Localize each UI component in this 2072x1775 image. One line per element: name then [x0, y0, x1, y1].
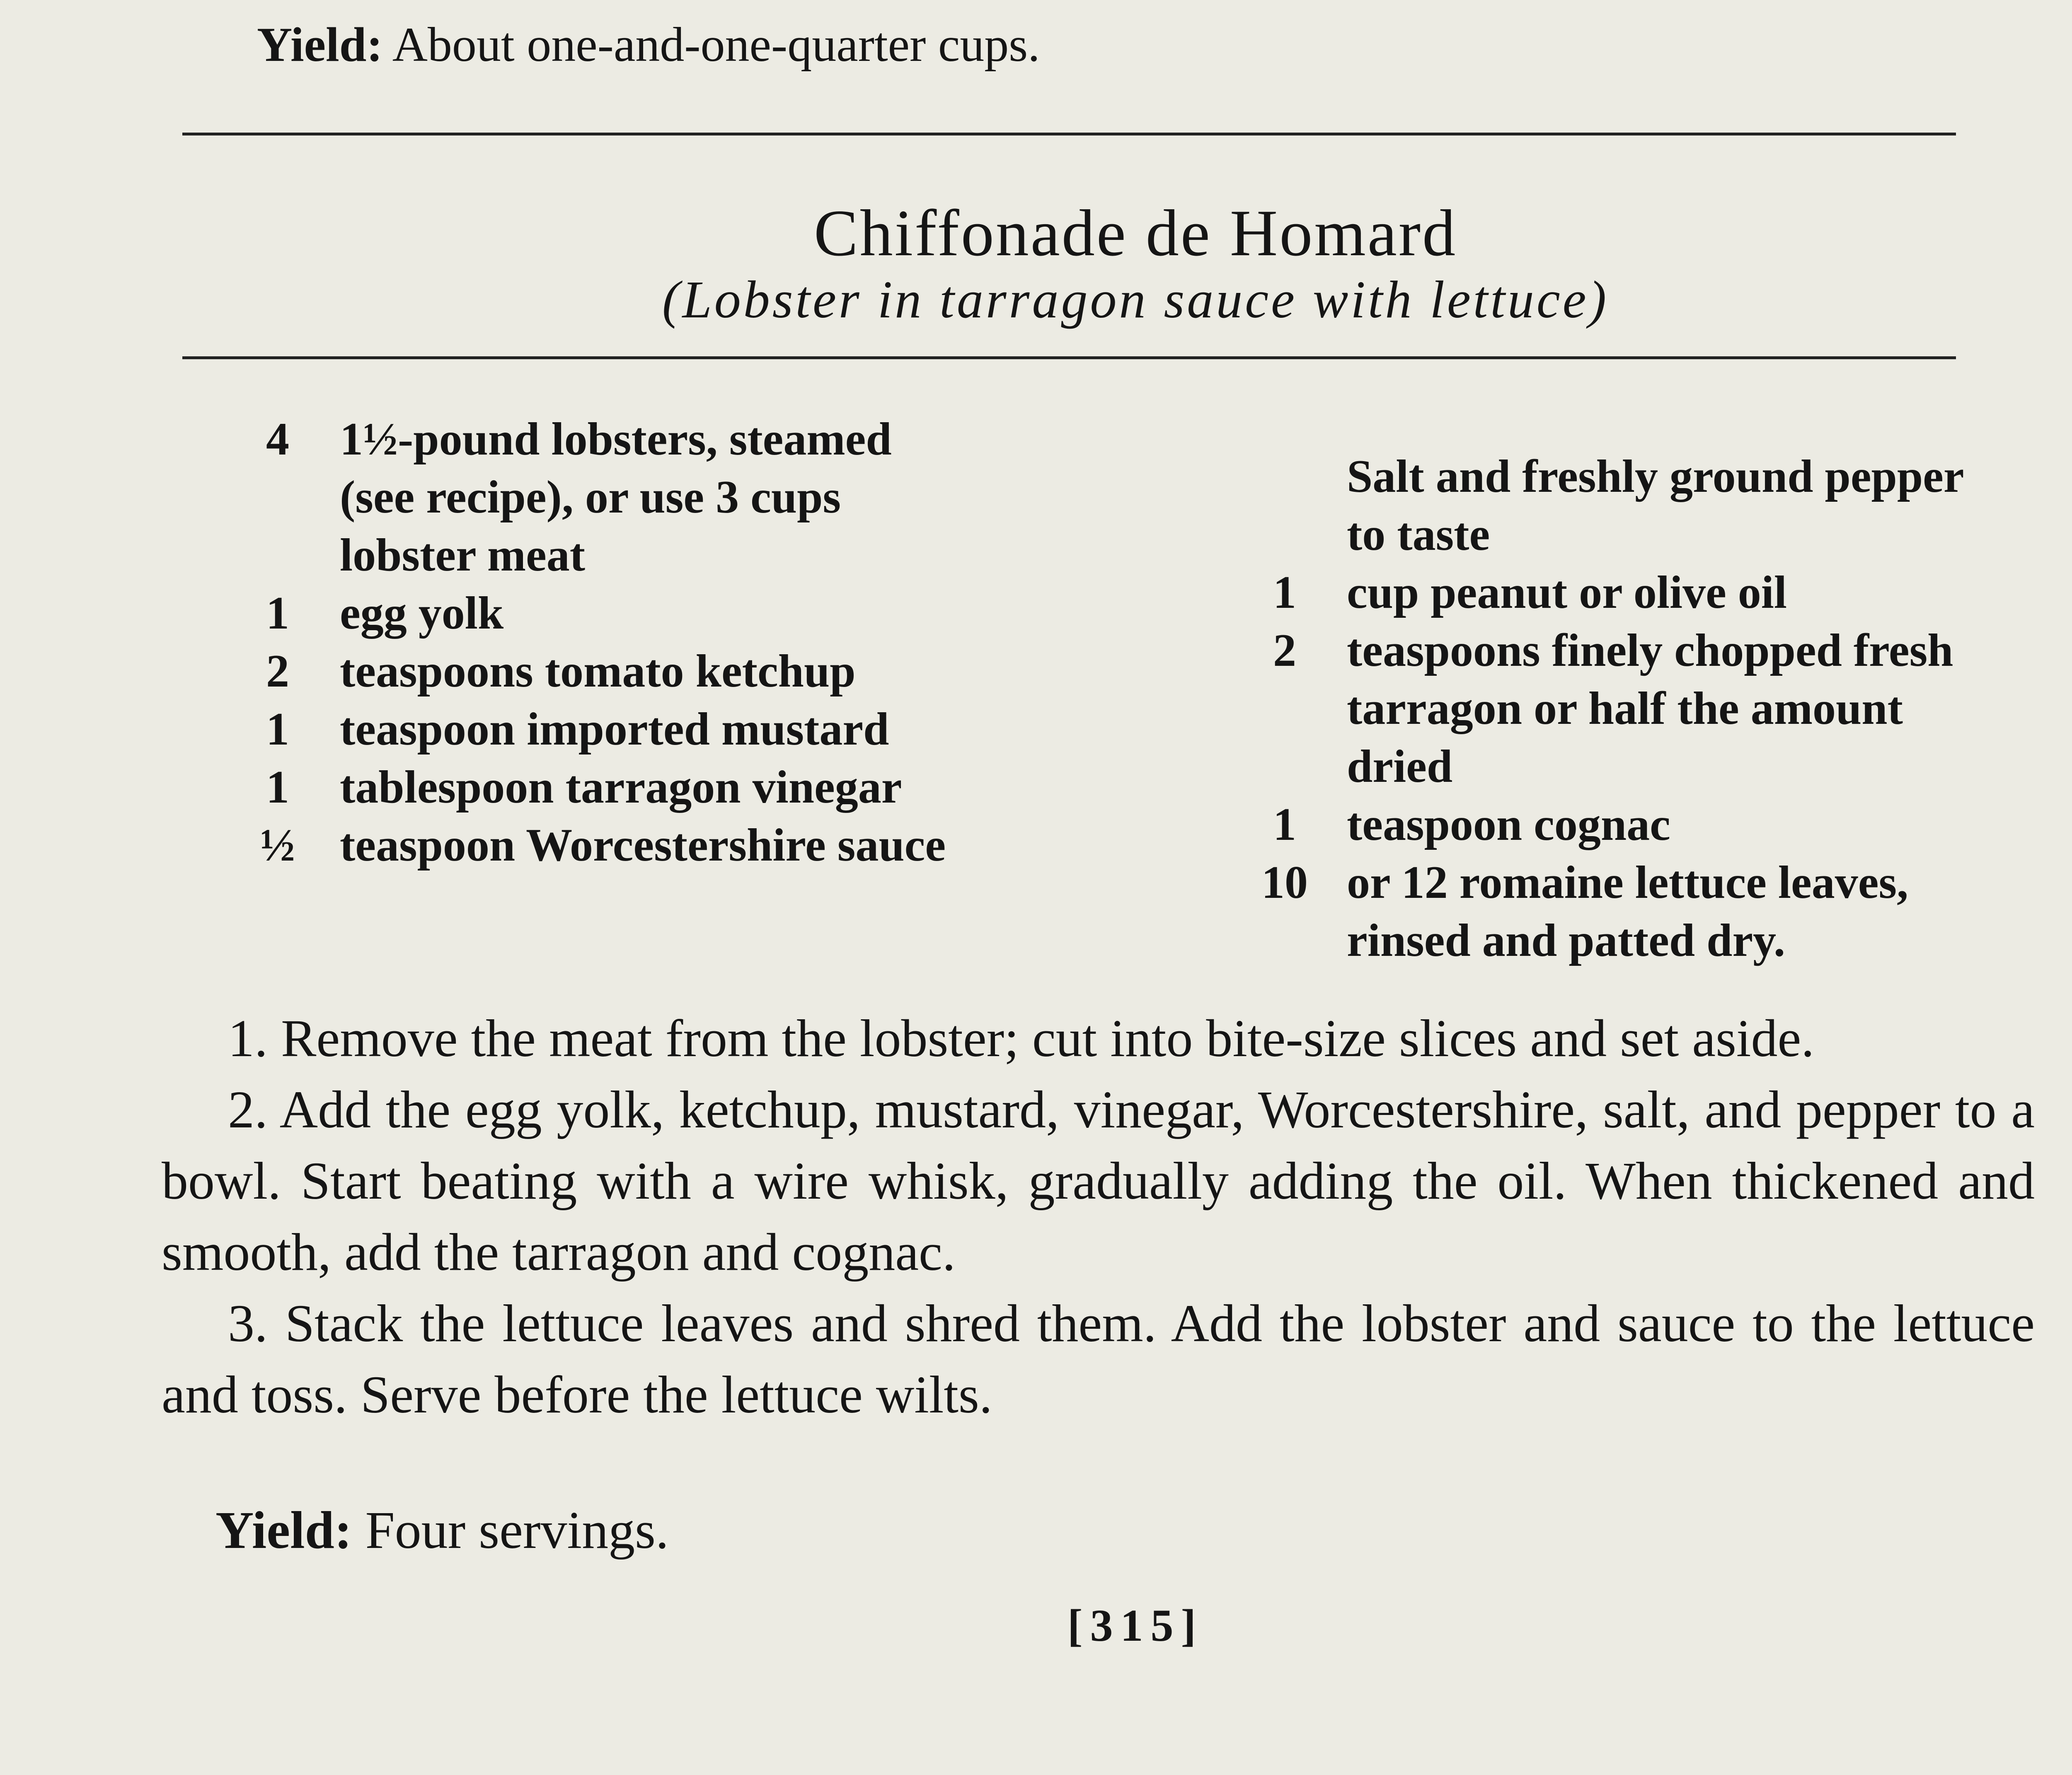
ingredient-qty: 1 — [266, 588, 289, 639]
yield-bottom-label: Yield: — [215, 1501, 352, 1560]
page-number: [315] — [1067, 1600, 1204, 1651]
recipe-title: Chiffonade de Homard — [813, 196, 1457, 270]
ingredient-text: teaspoon Worcestershire sauce — [340, 820, 946, 871]
ingredient-row — [215, 758, 1169, 816]
yield-bottom-text: Four servings. — [365, 1501, 669, 1560]
ingredient-qty: 10 — [1261, 857, 1308, 908]
ingredient-text: Salt and freshly ground pepper to taste — [1347, 451, 1964, 560]
ingredient-row — [215, 642, 1169, 700]
ingredient-row — [1222, 447, 2072, 563]
ingredient-text: teaspoons tomato ketchup — [340, 646, 856, 697]
ingredient-qty: 1 — [266, 762, 289, 813]
ingredient-row — [215, 816, 1169, 874]
ingredient-text: tablespoon tarragon vinegar — [340, 762, 902, 813]
step-1: 1. Remove the meat from the lobster; cut into bite-size slices and set aside. — [228, 1009, 1815, 1068]
ingredient-qty: 1 — [1273, 567, 1296, 618]
title-rule-bottom — [182, 356, 1956, 359]
recipe-steps — [162, 1003, 2035, 1430]
yield-top-label: Yield: — [257, 17, 383, 72]
ingredient-qty — [1222, 447, 1347, 563]
step-3: 3. Stack the lettuce leaves and shred them. Add the lobster and sauce to the lettuce and toss. Serve before the lettuce wilts. — [162, 1294, 2035, 1424]
ingredient-text: teaspoon imported mustard — [340, 704, 889, 755]
ingredient-text: egg yolk — [340, 588, 504, 639]
ingredient-row — [215, 584, 1169, 642]
ingredient-text: or 12 romaine lettuce leaves, rinsed and patted dry. — [1347, 857, 1909, 966]
ingredient-row — [215, 700, 1169, 758]
ingredient-text: 1½-pound lobsters, steamed (see recipe), or use 3 cups lobster meat — [340, 414, 892, 581]
ingredient-qty: 2 — [266, 646, 289, 697]
ingredient-qty: 2 — [1273, 625, 1296, 676]
ingredient-text: teaspoon cognac — [1347, 799, 1670, 850]
yield-bottom — [215, 1500, 669, 1561]
recipe-subtitle: (Lobster in tarragon sauce with lettuce) — [662, 270, 1609, 329]
ingredient-qty: 1 — [266, 704, 289, 755]
ingredient-row — [215, 410, 1169, 584]
title-rule-top — [182, 133, 1956, 135]
ingredients-left — [215, 410, 1169, 874]
ingredient-row — [1222, 621, 2072, 796]
ingredients-right — [1222, 447, 2072, 970]
ingredient-text: cup peanut or olive oil — [1347, 567, 1787, 618]
yield-top-text: About one-and-one-quarter cups. — [392, 17, 1040, 72]
ingredient-row — [1222, 854, 2072, 970]
step-2: 2. Add the egg yolk, ketchup, mustard, vinegar, Worcestershire, salt, and pepper to a bowl. Start beating with a wire whisk, gradually adding the oil. When thickened and smooth, add the tarragon and cognac. — [162, 1080, 2035, 1282]
ingredient-qty: 4 — [266, 414, 289, 465]
ingredient-text: teaspoons finely chopped fresh tarragon or half the amount dried — [1347, 625, 1953, 792]
ingredient-row — [1222, 796, 2072, 854]
ingredient-qty: ½ — [260, 820, 295, 871]
yield-top — [257, 17, 1040, 73]
ingredient-qty: 1 — [1273, 799, 1296, 850]
ingredient-row — [1222, 563, 2072, 621]
